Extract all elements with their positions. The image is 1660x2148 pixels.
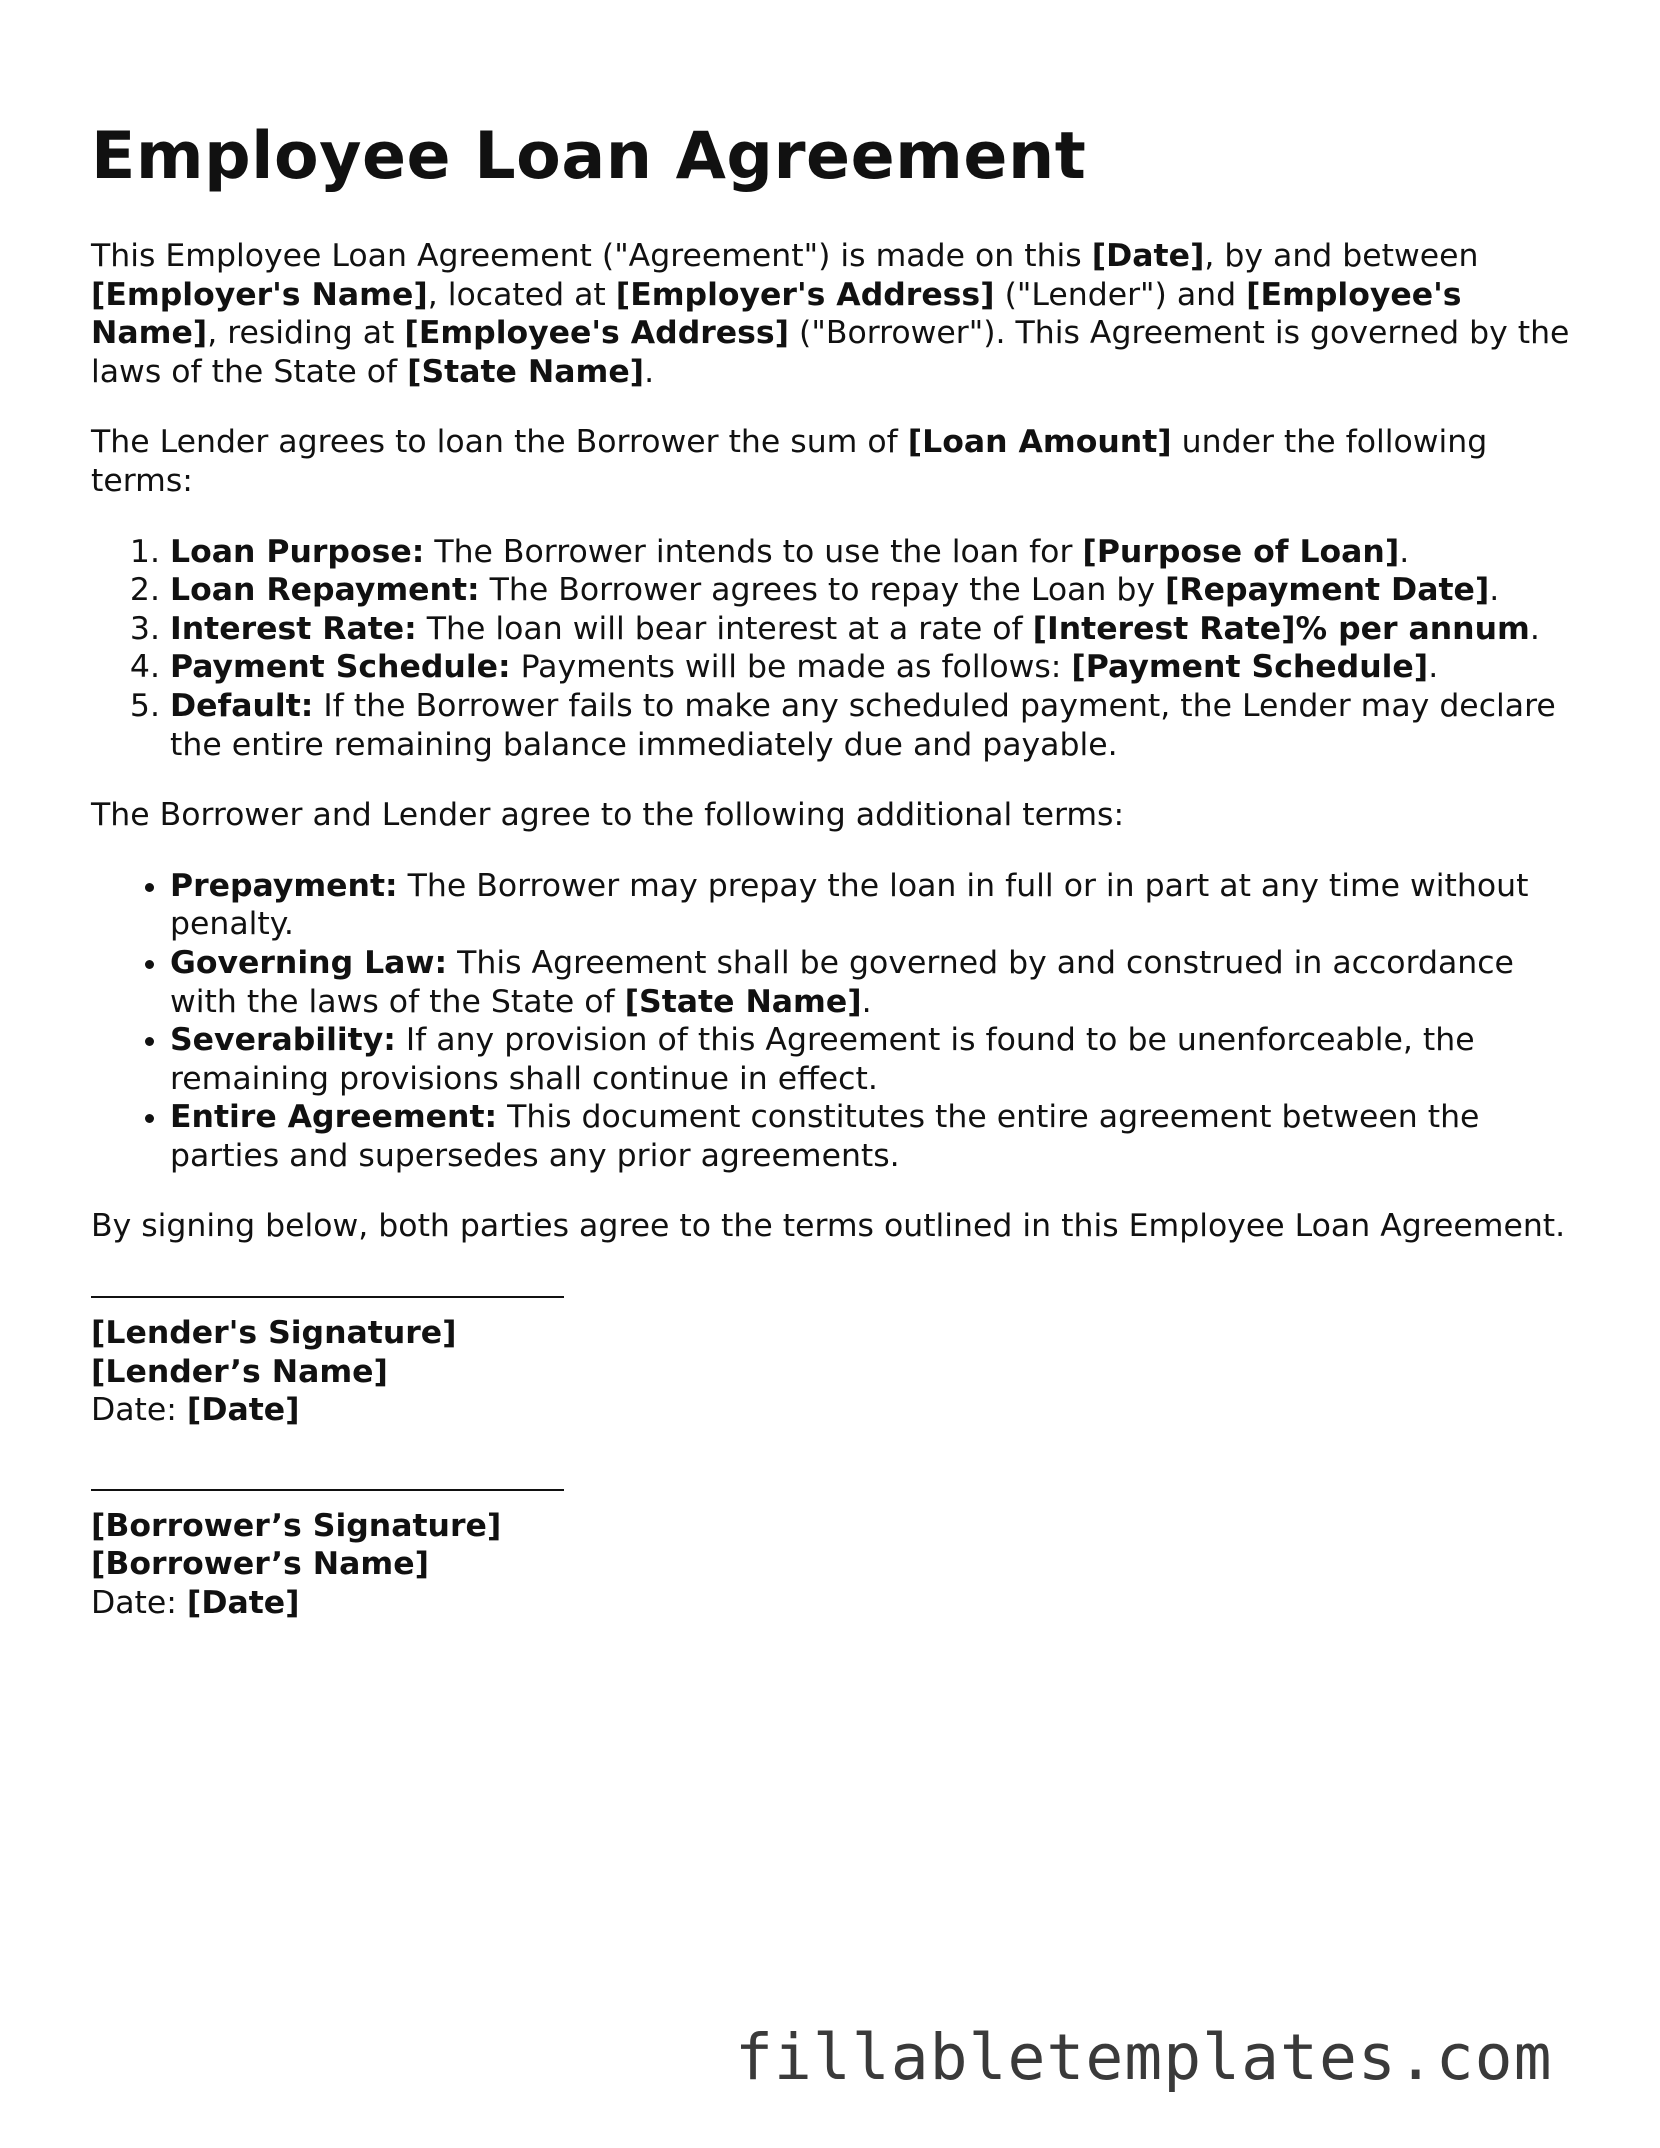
term-text: If the Borrower fails to make any scheduled payment, the Lender may declare the entire remaining balance immediately due and payable.	[170, 687, 1556, 763]
term-label: Loan Purpose:	[170, 533, 425, 570]
employer-name-placeholder: [Employer's Name]	[91, 276, 428, 313]
term-label: Loan Repayment:	[170, 572, 480, 609]
term-placeholder: [State Name]	[624, 983, 862, 1020]
term-placeholder: [Payment Schedule]	[1071, 649, 1429, 686]
list-item	[170, 1098, 1571, 1175]
term-label: Severability:	[170, 1022, 396, 1059]
term-label: Entire Agreement:	[170, 1099, 498, 1136]
intro-text: ("Borrower"). This Agreement is governed by the laws of the State of	[91, 315, 1570, 390]
signature-line[interactable]	[91, 1296, 564, 1298]
term-label: Prepayment:	[170, 867, 398, 904]
list-item	[170, 610, 1571, 649]
date-placeholder: [Date]	[1091, 238, 1205, 274]
term-text: This document constitutes the entire agreement between the parties and supersedes any prior agreements.	[170, 1099, 1480, 1174]
borrower-signature-block	[91, 1489, 1571, 1623]
document-title: Employee Loan Agreement	[91, 119, 1087, 194]
loan-paragraph	[91, 423, 1571, 500]
term-placeholder: [Purpose of Loan]	[1082, 533, 1400, 570]
terms-list	[91, 533, 1571, 765]
term-label: Payment Schedule:	[170, 649, 511, 686]
borrower-name-label: [Borrower’s Name]	[91, 1546, 429, 1583]
date-label: Date:	[91, 1392, 187, 1429]
term-text: The loan will bear interest at a rate of	[416, 610, 1033, 647]
employer-address-placeholder: [Employer's Address]	[615, 276, 995, 313]
list-item	[170, 648, 1571, 687]
list-item	[170, 571, 1571, 610]
term-placeholder: [Interest Rate]% per annum	[1032, 610, 1530, 647]
loan-text: The Lender agrees to loan the Borrower the sum of	[91, 424, 908, 461]
employee-name-placeholder: [Employee's Name]	[91, 276, 1462, 352]
additional-terms-intro: The Borrower and Lender agree to the following additional terms:	[91, 797, 1125, 834]
watermark: fillabletemplates.com	[735, 2021, 1553, 2094]
term-label: Default:	[170, 687, 314, 724]
list-item	[170, 1021, 1571, 1098]
term-label: Governing Law:	[170, 944, 448, 981]
loan-amount-placeholder: [Loan Amount]	[907, 424, 1172, 461]
date-placeholder: [Date]	[186, 1585, 300, 1622]
term-text: .	[1428, 649, 1439, 686]
intro-text: This Employee Loan Agreement ("Agreement") is made on this	[91, 238, 1092, 274]
term-text: .	[1399, 533, 1410, 570]
borrower-date	[91, 1584, 1571, 1623]
list-item	[170, 533, 1571, 572]
loan-text: under the following terms:	[91, 424, 1488, 499]
term-text: .	[1529, 610, 1540, 647]
term-text: .	[1489, 572, 1500, 609]
term-text: The Borrower agrees to repay the Loan by	[479, 572, 1166, 609]
borrower-signature-label: [Borrower’s Signature]	[91, 1507, 502, 1544]
intro-text: .	[644, 353, 655, 390]
employee-address-placeholder: [Employee's Address]	[404, 315, 790, 352]
list-item	[170, 867, 1571, 944]
lender-date	[91, 1391, 1571, 1430]
intro-text: , located at	[427, 276, 616, 313]
state-name-placeholder: [State Name]	[407, 353, 645, 390]
intro-text: , by and between	[1204, 238, 1479, 274]
date-placeholder: [Date]	[186, 1392, 300, 1429]
lender-signature-block	[91, 1296, 1571, 1430]
document-body	[91, 237, 1571, 1623]
term-text: This Agreement shall be governed by and construed in accordance with the laws of the State of	[170, 944, 1514, 1020]
term-text: .	[861, 983, 872, 1020]
intro-text: ("Lender") and	[994, 276, 1247, 313]
term-label: Interest Rate:	[170, 610, 417, 647]
term-text: If any provision of this Agreement is found to be unenforceable, the remaining provisions shall continue in effect.	[170, 1022, 1475, 1097]
list-item	[170, 944, 1571, 1021]
date-label: Date:	[91, 1585, 187, 1622]
term-text: The Borrower intends to use the loan for	[424, 533, 1083, 570]
signature-spacer	[91, 1430, 1571, 1489]
intro-text: , residing at	[207, 315, 405, 352]
lender-signature-label: [Lender's Signature]	[91, 1315, 457, 1352]
term-text: The Borrower may prepay the loan in full or in part at any time without penalty.	[170, 867, 1529, 943]
term-placeholder: [Repayment Date]	[1165, 572, 1490, 609]
list-item	[170, 687, 1571, 764]
term-text: Payments will be made as follows:	[510, 649, 1072, 686]
signature-line[interactable]	[91, 1489, 564, 1491]
intro-paragraph	[91, 237, 1571, 391]
lender-name-label: [Lender’s Name]	[91, 1353, 388, 1390]
additional-terms-list	[91, 867, 1571, 1176]
closing-paragraph: By signing below, both parties agree to the terms outlined in this Employee Loan Agreement.	[91, 1208, 1566, 1245]
